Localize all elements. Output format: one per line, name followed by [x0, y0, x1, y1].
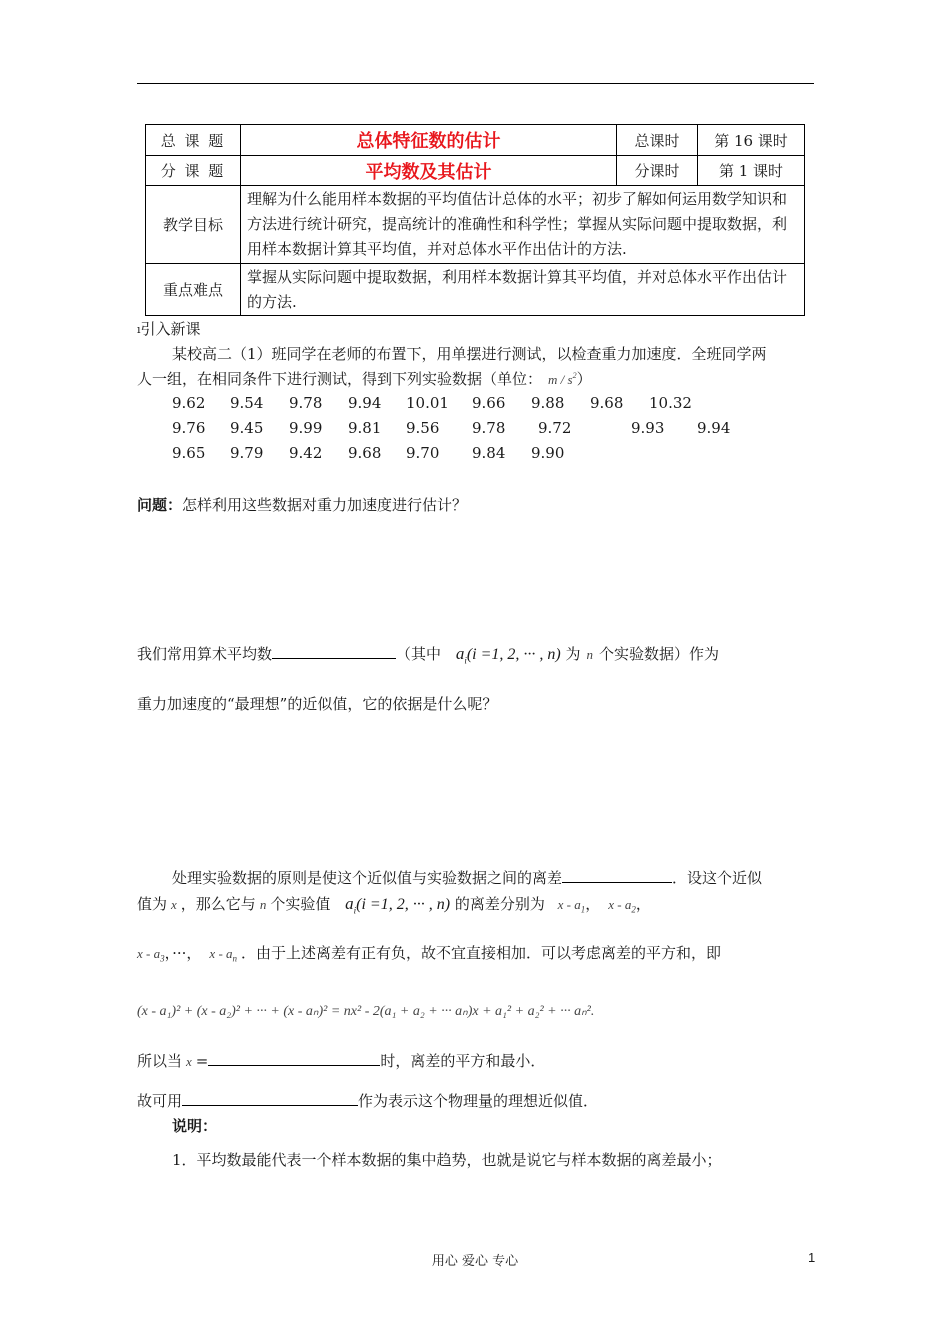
data-value: 9.78 — [289, 394, 323, 412]
data-value: 9.66 — [472, 394, 506, 412]
sub-period-label: 分课时 — [617, 156, 698, 186]
para1-line-2: 重力加速度的“最理想”的近似值，它的依据是什么呢？ — [137, 695, 498, 713]
deviation-formula: (x - a₁)² + (x - a₂)² + ··· + (x - aₙ)² = nx² - 2(a₁ + a₂ + ··· aₙ)x + a₁² + a₂² + ··· aₙ². — [137, 1004, 595, 1019]
blank-x-value — [208, 1049, 380, 1066]
intro-line-1: 某校高二（1）班同学在老师的布置下，用单摆进行测试，以检查重力加速度．全班同学两 — [172, 345, 767, 363]
teaching-goals-text: 理解为什么能用样本数据的平均值估计总体的水平；初步了解如何运用数学知识和方法进行统计研究，提高统计的准确性和科学性；掌握从实际问题中提取数据，利用样本数据计算其平均值，并对总体水平作出估计的方法. — [241, 186, 805, 264]
row-label-key-points: 重点难点 — [146, 264, 241, 316]
row-label-sub-topic: 分 课 题 — [146, 156, 241, 186]
data-value: 9.54 — [230, 394, 264, 412]
total-period-label: 总课时 — [617, 125, 698, 156]
blank-mean — [272, 642, 396, 659]
page-footer: 用心 爱心 专心 — [431, 1254, 519, 1269]
question — [137, 494, 467, 515]
blank-ideal-value — [182, 1089, 358, 1106]
data-value: 9.88 — [531, 394, 565, 412]
question-text: 怎样利用这些数据对重力加速度进行估计？ — [182, 496, 468, 514]
data-value: 10.01 — [406, 394, 449, 412]
data-value: 9.84 — [472, 444, 506, 462]
data-value: 9.68 — [590, 394, 624, 412]
data-value: 9.93 — [631, 419, 665, 437]
data-value: 9.94 — [348, 394, 382, 412]
data-value: 9.99 — [289, 419, 323, 437]
sub-period-value: 第 1 课时 — [698, 156, 805, 186]
data-value: 9.79 — [230, 444, 264, 462]
header-table — [145, 124, 805, 316]
data-value: 10.32 — [649, 394, 692, 412]
para2-line-1: 处理实验数据的原则是使这个近似值与实验数据之间的离差 ．设这个近似 — [172, 866, 762, 888]
para1-line-1: 我们常用算术平均数 （其中 $a_i(i =1$, 2, ··· , n) 为 n 个实验数据）作为 — [137, 644, 720, 666]
row-label-main-topic: 总 课 题 — [146, 125, 241, 156]
data-value: 9.62 — [172, 394, 206, 412]
data-value: 9.94 — [697, 419, 731, 437]
key-points-text: 掌握从实际问题中提取数据，利用样本数据计算其平均值，并对总体水平作出估计的方法. — [241, 264, 805, 316]
note-label: 说明： — [172, 1117, 218, 1135]
data-value: 9.45 — [230, 419, 264, 437]
para2-line-3: x - $a_3$，···， x - $a_n$ ．由于上述离差有正有负，故不宜直接相加．可以考虑离差的平方和，即 — [137, 944, 722, 964]
total-period-value: 第 16 课时 — [698, 125, 805, 156]
conclusion-line-2: 故可用 作为表示这个物理量的理想近似值． — [137, 1089, 598, 1111]
data-value: 9.78 — [472, 419, 506, 437]
data-value: 9.81 — [348, 419, 382, 437]
top-rule — [137, 83, 814, 84]
row-label-goals: 教学目标 — [146, 186, 241, 264]
data-value: 9.56 — [406, 419, 440, 437]
sub-topic-title: 平均数及其估计 — [241, 156, 617, 186]
data-value: 9.65 — [172, 444, 206, 462]
conclusion-line-1: 所以当 x = 时，离差的平方和最小． — [137, 1049, 545, 1071]
para2-line-2: 值为 x ，那么它与 n 个实验值 $a_i(i =1$, 2, ··· , n) 的离差分别为 x - $a_1$， x - $a_2$， — [137, 894, 651, 916]
note-1: 1．平均数最能代表一个样本数据的集中趋势，也就是说它与样本数据的离差最小； — [172, 1151, 722, 1169]
page-number: 1 — [808, 1250, 816, 1265]
question-label: 问题： — [137, 496, 183, 514]
data-value: 9.42 — [289, 444, 323, 462]
data-value: 9.72 — [538, 419, 572, 437]
data-value: 9.76 — [172, 419, 206, 437]
data-value: 9.68 — [348, 444, 382, 462]
blank-deviation — [562, 866, 672, 883]
data-value: 9.90 — [531, 444, 565, 462]
main-topic-title: 总体特征数的估计 — [241, 125, 617, 156]
section-title: ı引入新课 — [137, 320, 201, 338]
intro-line-2: 人一组，在相同条件下进行测试，得到下列实验数据（单位： m / $s^2$） — [137, 370, 592, 388]
data-value: 9.70 — [406, 444, 440, 462]
